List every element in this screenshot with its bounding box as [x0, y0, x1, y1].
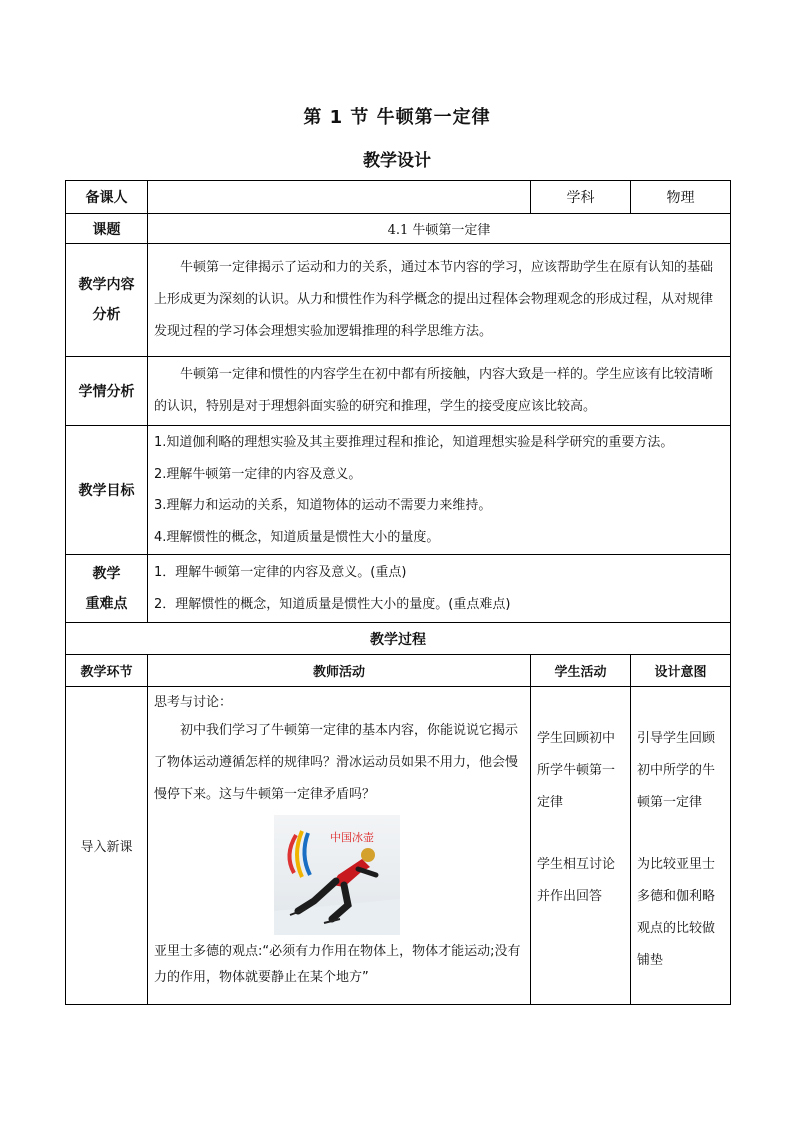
lesson-plan-table	[65, 180, 731, 1005]
skater-illustration	[274, 815, 400, 935]
key-points-list	[148, 555, 731, 623]
row-goals	[66, 426, 731, 555]
discussion-title: 思考与讨论：	[154, 695, 233, 710]
row-key-points	[66, 555, 731, 623]
document-title: 第 1 节 牛顿第一定律	[303, 107, 491, 128]
speed-skater-image	[274, 815, 400, 935]
preparer-label: 备课人	[66, 181, 148, 214]
intro-design-intent	[631, 687, 731, 1005]
key-points-label	[66, 555, 148, 623]
row-topic	[66, 214, 731, 244]
image-logo-text: 中国冰壶	[330, 831, 374, 844]
content-label-line-1: 教学内容	[78, 277, 135, 293]
intro-question: 初中我们学习了牛顿第一定律的基本内容，你能说说它揭示了物体运动遵循怎样的规律吗？滑冰运动员如果不用力，他会慢慢停下来。这与牛顿第一定律矛盾吗？	[154, 723, 519, 802]
intro-teacher-activity	[148, 687, 531, 1005]
row-process-title	[66, 623, 731, 655]
student-analysis-text: 牛顿第一定律和惯性的内容学生在初中都有所接触，内容大致是一样的。学生应该有比较清晰的认识，特别是对于理想斜面实验的研究和推理，学生的接受度应该比较高。	[148, 357, 731, 426]
subject-value: 物理	[631, 181, 731, 214]
intro-student-activity	[531, 687, 631, 1005]
topic-value: 4.1 牛顿第一定律	[148, 214, 731, 244]
document-subtitle: 教学设计	[363, 151, 431, 171]
row-content-analysis	[66, 244, 731, 357]
key-label-line-2: 重难点	[85, 595, 128, 612]
goal-item: 2.理解牛顿第一定律的内容及意义。	[154, 466, 362, 482]
goals-list	[148, 426, 731, 555]
row-preparer	[66, 181, 731, 214]
content-text: 牛顿第一定律揭示了运动和力的关系，通过本节内容的学习，应该帮助学生在原有认知的基础上形成更为深刻的认识。从力和惯性作为科学概念的提出过程体会物理观念的形成过程，从对规律发现过程的学习体会理想实验加逻辑推理的科学思维方法。	[148, 244, 731, 357]
design-intent-1: 引导学生回顾初中所学的牛顿第一定律	[637, 731, 716, 810]
key-point-item: 2．理解惯性的概念，知道质量是惯性大小的量度。(重点难点)	[154, 596, 511, 612]
student-analysis-label: 学情分析	[66, 357, 148, 426]
header-stage: 教学环节	[66, 655, 148, 687]
header-intent: 设计意图	[631, 655, 731, 687]
goal-item: 3.理解力和运动的关系，知道物体的运动不需要力来维持。	[154, 498, 492, 513]
header-teacher: 教师活动	[148, 655, 531, 687]
key-point-item: 1．理解牛顿第一定律的内容及意义。(重点)	[154, 565, 407, 580]
student-activity-2: 学生相互讨论并作出回答	[537, 857, 616, 904]
process-title: 教学过程	[66, 623, 731, 655]
goal-item: 1.知道伽利略的理想实验及其主要推理过程和推论，知道理想实验是科学研究的重要方法。	[154, 435, 674, 450]
row-student-analysis	[66, 357, 731, 426]
design-intent-2: 为比较亚里士多德和伽利略观点的比较做铺垫	[637, 857, 716, 968]
row-process-headers	[66, 655, 731, 687]
student-activity-1: 学生回顾初中所学牛顿第一定律	[537, 731, 616, 810]
row-intro	[66, 687, 731, 1005]
aristotle-view: 亚里士多德的观点:“必须有力作用在物体上，物体才能运动;没有力的作用，物体就要静止在某个地方”	[154, 944, 521, 985]
goals-label: 教学目标	[66, 426, 148, 555]
intro-stage: 导入新课	[66, 687, 148, 1005]
content-label	[66, 244, 148, 357]
subject-label: 学科	[531, 181, 631, 214]
content-label-line-2: 分析	[92, 307, 121, 323]
key-label-line-1: 教学	[92, 565, 121, 582]
preparer-value	[148, 181, 531, 214]
header-student: 学生活动	[531, 655, 631, 687]
topic-label: 课题	[66, 214, 148, 244]
goal-item: 4.理解惯性的概念，知道质量是惯性大小的量度。	[154, 529, 440, 545]
